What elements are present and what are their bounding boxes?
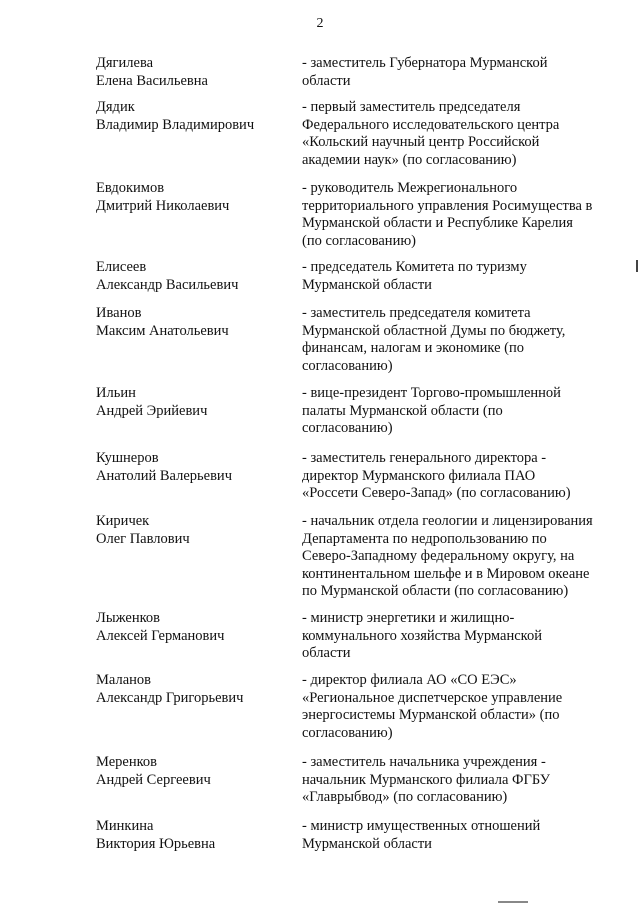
member-given-names: Анатолий Валерьевич: [96, 467, 232, 484]
member-surname: Маланов: [96, 672, 151, 688]
member-role-line: континентальном шельфе и в Мировом океане: [302, 565, 590, 582]
member-role-line: Северо-Западному федеральному округу, на: [302, 548, 575, 564]
member-role-line: - руководитель Межрегионального: [302, 180, 518, 196]
member-name: [96, 259, 296, 294]
member-surname: Елисеев: [96, 259, 147, 275]
member-name: [96, 55, 296, 90]
member-role-line: «Главрыбвод» (по согласованию): [302, 789, 508, 805]
member-name: [96, 385, 296, 420]
member-role-line: «Россети Северо-Запад» (по согласованию): [302, 485, 571, 501]
member-role: [302, 818, 612, 853]
member-role-line: (по согласованию): [302, 232, 416, 249]
member-role: [302, 450, 612, 503]
member-given-names: Владимир Владимирович: [96, 116, 255, 133]
member-given-names: Андрей Эрийевич: [96, 402, 208, 419]
member-role-line: Мурманской областной Думы по бюджету,: [302, 322, 566, 339]
member-role-line: энергосистемы Мурманской области» (по: [302, 707, 560, 723]
member-name: [96, 610, 296, 645]
member-role-line: - первый заместитель председателя: [302, 99, 521, 115]
member-role-line: согласованию): [302, 724, 393, 741]
member-role: [302, 672, 612, 742]
member-role-line: области: [302, 72, 351, 89]
member-role: [302, 259, 612, 294]
member-given-names: Алексей Германович: [96, 627, 225, 644]
member-name: [96, 99, 296, 134]
member-role-line: области: [302, 645, 351, 661]
member-role-line: согласованию): [302, 420, 393, 436]
member-name: [96, 513, 296, 548]
member-role-line: Департамента по недропользованию по: [302, 530, 547, 547]
member-role-line: - заместитель председателя комитета: [302, 305, 531, 321]
member-role-line: финансам, налогам и экономике (по: [302, 340, 524, 356]
member-surname: Иванов: [96, 305, 142, 321]
member-role: [302, 180, 612, 250]
member-surname: Меренков: [96, 754, 157, 770]
member-name: [96, 818, 296, 853]
member-role: [302, 610, 612, 663]
page-number: 2: [316, 16, 324, 31]
member-given-names: Дмитрий Николаевич: [96, 197, 230, 214]
member-role: [302, 99, 612, 169]
member-name: [96, 754, 296, 789]
member-role-line: - директор филиала АО «СО ЕЭС»: [302, 672, 517, 688]
member-role-line: палаты Мурманской области (по: [302, 402, 503, 419]
member-role-line: - министр энергетики и жилищно-: [302, 610, 515, 626]
member-role-line: по Мурманской области (по согласованию): [302, 583, 569, 599]
member-role: [302, 305, 612, 375]
member-role-line: - министр имущественных отношений: [302, 818, 541, 834]
member-name: [96, 305, 296, 340]
member-role-line: - вице-президент Торгово-промышленной: [302, 385, 561, 401]
member-role: [302, 513, 612, 601]
scan-bottom-mark: [498, 901, 528, 903]
member-role-line: - заместитель генерального директора -: [302, 450, 547, 466]
member-role-line: - заместитель начальника учреждения -: [302, 754, 546, 770]
scan-edge-mark: [636, 260, 638, 272]
member-role-line: - начальник отдела геологии и лицензирования: [302, 513, 593, 529]
member-name: [96, 672, 296, 707]
member-given-names: Александр Васильевич: [96, 276, 239, 293]
member-role-line: территориального управления Росимущества в: [302, 197, 593, 214]
member-surname: Кушнеров: [96, 450, 159, 466]
member-surname: Минкина: [96, 818, 154, 834]
member-role-line: согласованию): [302, 357, 393, 374]
member-role-line: Мурманской области и Республике Карелия: [302, 215, 573, 231]
member-given-names: Елена Васильевна: [96, 72, 208, 89]
member-role-line: Мурманской области: [302, 276, 432, 293]
member-role: [302, 385, 612, 438]
member-role-line: «Региональное диспетчерское управление: [302, 689, 563, 706]
member-role-line: Федерального исследовательского центра: [302, 116, 560, 133]
member-role-line: начальник Мурманского филиала ФГБУ: [302, 771, 550, 788]
member-role: [302, 754, 612, 807]
member-role-line: академии наук» (по согласованию): [302, 151, 517, 168]
member-role-line: Мурманской области: [302, 835, 432, 852]
member-role-line: - заместитель Губернатора Мурманской: [302, 55, 548, 71]
member-role-line: коммунального хозяйства Мурманской: [302, 627, 542, 644]
member-role-line: «Кольский научный центр Российской: [302, 134, 540, 150]
member-given-names: Андрей Сергеевич: [96, 771, 211, 788]
member-surname: Дядик: [96, 99, 135, 115]
member-surname: Ильин: [96, 385, 136, 401]
member-surname: Дягилева: [96, 55, 154, 71]
member-surname: Киричек: [96, 513, 150, 529]
member-given-names: Максим Анатольевич: [96, 322, 229, 339]
member-surname: Лыженков: [96, 610, 161, 626]
member-given-names: Виктория Юрьевна: [96, 835, 216, 852]
member-surname: Евдокимов: [96, 180, 165, 196]
member-role: [302, 55, 612, 90]
member-given-names: Олег Павлович: [96, 530, 190, 547]
member-name: [96, 450, 296, 485]
member-role-line: директор Мурманского филиала ПАО: [302, 467, 536, 484]
member-name: [96, 180, 296, 215]
member-role-line: - председатель Комитета по туризму: [302, 259, 527, 275]
member-given-names: Александр Григорьевич: [96, 689, 244, 706]
